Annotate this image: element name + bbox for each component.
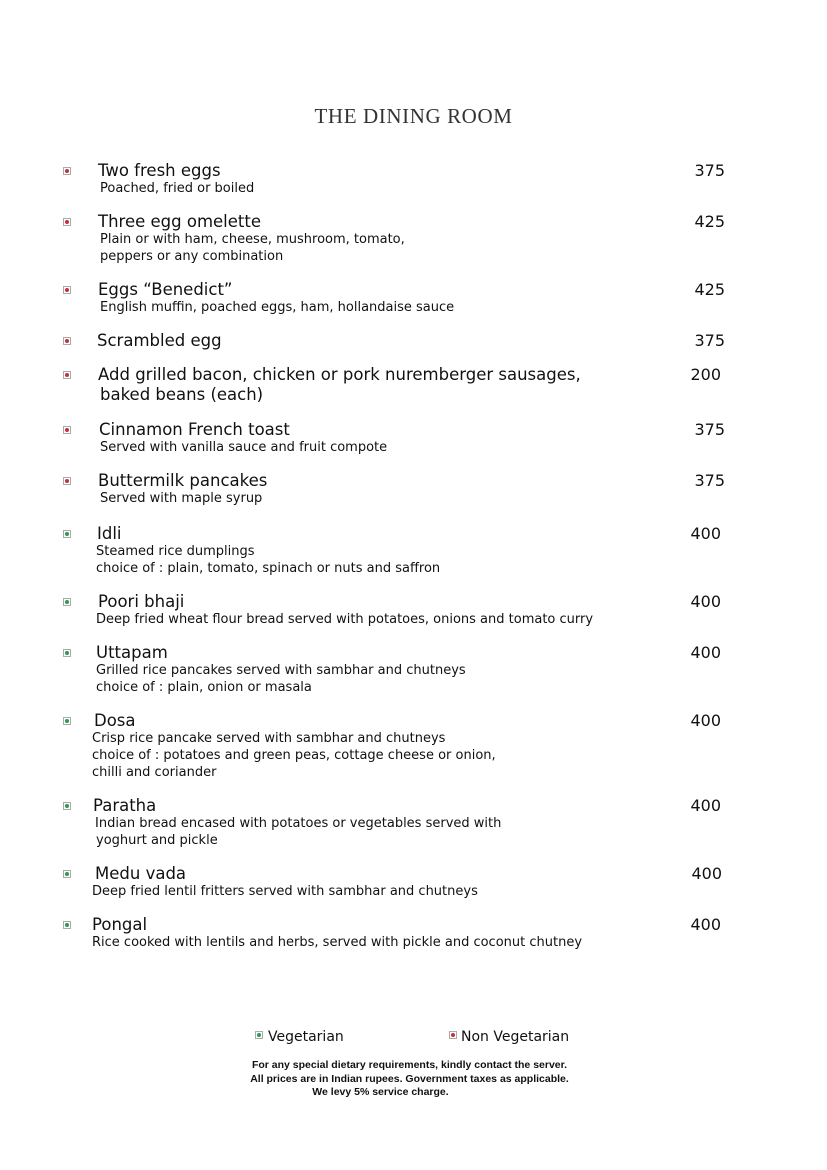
item-desc: choice of : potatoes and green peas, cottage cheese or onion, [92,748,496,763]
footer-notes [0,1059,827,1100]
item-price: 425 [694,212,725,231]
item-name: Cinnamon French toast [99,420,290,439]
vegetarian-icon [63,802,71,810]
item-desc: chilli and coriander [92,765,217,780]
vegetarian-icon [63,598,71,606]
item-desc: Deep fried wheat flour bread served with potatoes, onions and tomato curry [96,612,594,627]
item-name: Dosa [94,711,136,730]
non-vegetarian-icon [63,167,71,175]
non-vegetarian-icon [63,218,71,226]
footer-line: All prices are in Indian rupees. Government taxes as applicable. [250,1072,569,1085]
item-name: Paratha [93,796,157,815]
non-vegetarian-icon [63,426,71,434]
vegetarian-icon [255,1031,263,1039]
legend-label: Non Vegetarian [461,1029,570,1045]
footer-line: We levy 5% service charge. [312,1086,449,1098]
item-price: 200 [690,365,721,384]
item-desc: Served with vanilla sauce and fruit compote [100,440,388,455]
item-desc: English muffin, poached eggs, ham, hollandaise sauce [100,300,455,315]
item-desc: peppers or any combination [100,249,284,264]
page-title: THE DINING ROOM [314,104,513,128]
item-desc: Poached, fried or boiled [100,181,255,196]
footer-line: For any special dietary requirements, kindly contact the server. [251,1059,568,1071]
item-price: 400 [690,711,721,730]
item-price: 400 [691,864,722,883]
item-price: 375 [694,471,725,490]
non-vegetarian-icon [63,286,71,294]
item-price: 400 [690,915,721,934]
item-desc: Rice cooked with lentils and herbs, served with pickle and coconut chutney [92,935,583,950]
vegetarian-icon [63,921,71,929]
item-desc: Plain or with ham, cheese, mushroom, tomato, [100,232,405,247]
item-price: 400 [690,592,721,611]
vegetarian-icon [63,870,71,878]
item-price: 375 [694,331,725,350]
non-vegetarian-icon [449,1031,457,1039]
vegetarian-icon [63,530,71,538]
item-name: Eggs “Benedict” [98,280,233,299]
item-name: Poori bhaji [98,592,185,611]
item-name: Two fresh eggs [98,161,221,180]
item-desc: Steamed rice dumplings [96,544,255,559]
item-price: 375 [694,420,725,439]
item-price: 400 [690,643,721,662]
vegetarian-icon [63,649,71,657]
item-desc: Indian bread encased with potatoes or vegetables served with [95,816,502,831]
non-vegetarian-icon [63,477,71,485]
item-desc: Deep fried lentil fritters served with sambhar and chutneys [92,884,478,899]
non-vegetarian-icon [63,371,71,379]
item-desc: Served with maple syrup [100,491,263,506]
legend-label: Vegetarian [268,1029,344,1045]
item-name: Buttermilk pancakes [98,471,268,490]
item-name: Uttapam [96,643,168,662]
item-desc: choice of : plain, onion or masala [96,680,312,695]
item-name: Scrambled egg [97,331,222,350]
item-name: Three egg omelette [98,212,261,231]
item-name: Medu vada [95,864,187,883]
non-vegetarian-icon [63,337,71,345]
item-name-continued: baked beans (each) [100,385,264,404]
item-name: Add grilled bacon, chicken or pork nuremberger sausages, [98,365,581,384]
item-desc: choice of : plain, tomato, spinach or nuts and saffron [96,561,441,576]
item-desc: Grilled rice pancakes served with sambhar and chutneys [96,663,466,678]
item-price: 400 [690,524,721,543]
item-name: Idli [97,524,122,543]
item-price: 400 [690,796,721,815]
item-desc: yoghurt and pickle [96,833,218,848]
item-price: 425 [694,280,725,299]
vegetarian-icon [63,717,71,725]
item-price: 375 [694,161,725,180]
item-desc: Crisp rice pancake served with sambhar and chutneys [92,731,446,746]
item-name: Pongal [92,915,148,934]
